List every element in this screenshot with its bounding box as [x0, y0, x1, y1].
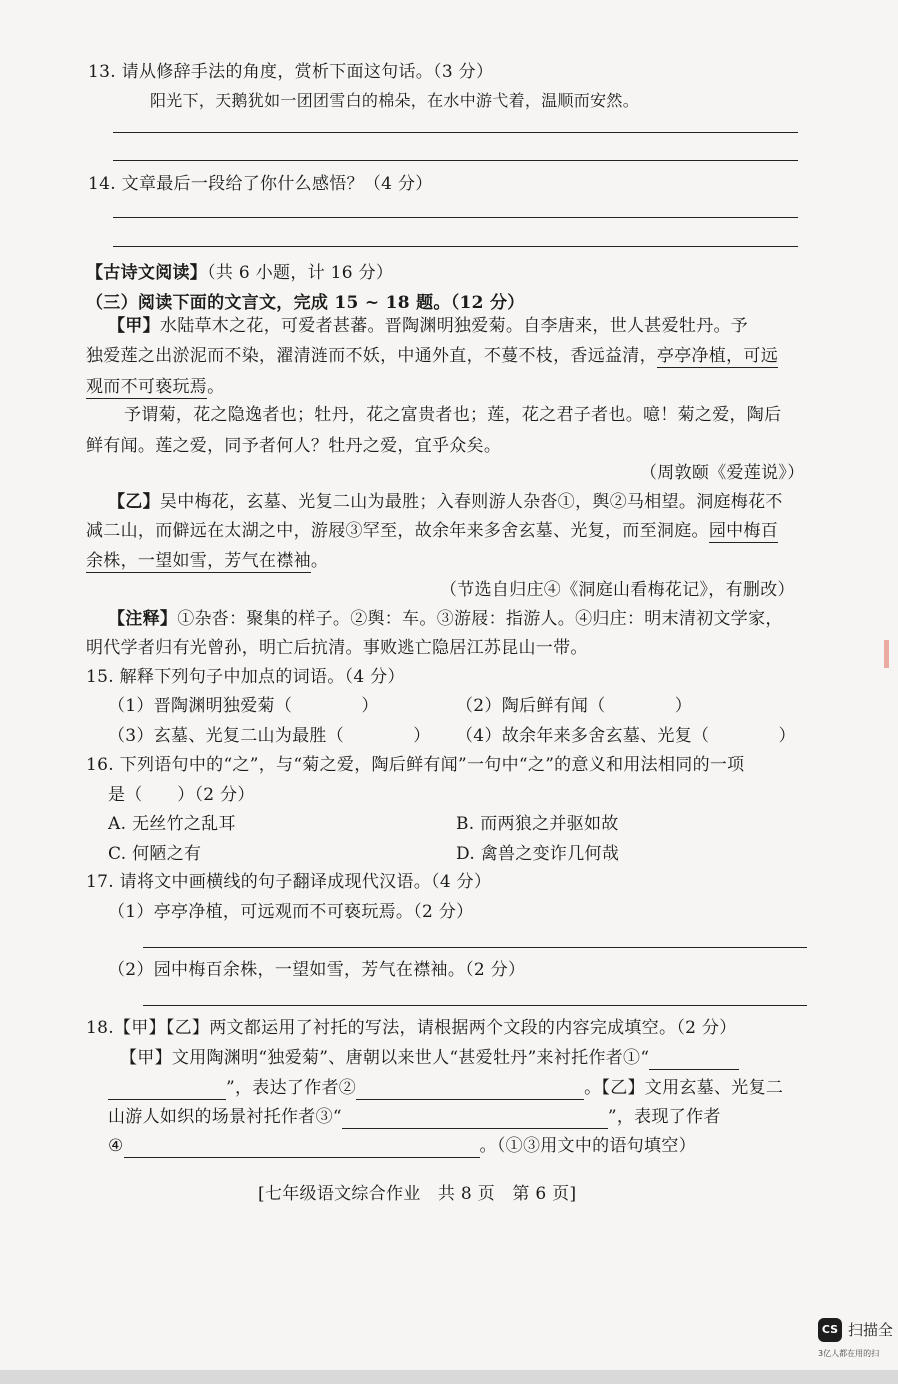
jia-p2-line-1: 予谓菊，花之隐逸者也；牡丹，花之富贵者也；莲，花之君子者也。噫！菊之爱，陶后 — [124, 405, 782, 425]
yi-source: （节选自归庄④《洞庭山看梅花记》，有删改） — [440, 580, 795, 600]
jia-p2-line-2: 鲜有闻。莲之爱，同予者何人？牡丹之爱，宜乎众矣。 — [86, 436, 502, 456]
answer-line — [113, 132, 798, 133]
q16-prompt-line-2: 是（ ）（2 分） — [108, 785, 255, 805]
q13-prompt: 13. 请从修辞手法的角度，赏析下面这句话。（3 分） — [88, 62, 494, 82]
jia-text: 。 — [207, 377, 225, 397]
q18-text: ”，表达了作者② — [226, 1078, 357, 1098]
section-heading — [86, 261, 393, 285]
q16-option-a: A. 无丝竹之乱耳 — [108, 814, 236, 834]
jia-line-1 — [108, 314, 748, 338]
underlined-sentence: 观而不可亵玩焉 — [86, 377, 208, 397]
section-heading-rest: （共 6 小题，计 16 分） — [207, 263, 394, 283]
q18-text: 【甲】文用陶渊明“独爱菊”、唐朝以来世人“甚爱牡丹”来衬托作者①“ — [120, 1048, 650, 1068]
q17-sentence-1: （1）亭亭净植，可远观而不可亵玩焉。（2 分） — [108, 902, 474, 922]
camscanner-logo-icon: CS — [818, 1318, 842, 1342]
underlined-sentence: 亭亭净植，可远 — [656, 346, 779, 366]
yi-tag: 【乙】 — [108, 492, 160, 512]
jia-line-3 — [86, 375, 224, 399]
fill-blank[interactable] — [342, 1110, 608, 1129]
scan-edge-mark — [884, 640, 889, 668]
jia-tag: 【甲】 — [108, 316, 160, 336]
notes-text: ①杂沓：聚集的样子。②舆：车。③游屐：指游人。④归庄：明末清初文学家， — [177, 609, 783, 629]
fill-blank[interactable] — [649, 1051, 739, 1070]
yi-line-2 — [86, 519, 778, 543]
yi-text: 吴中梅花，玄墓、光复二山为最胜；入春则游人杂沓①，舆②马相望。洞庭梅花不 — [159, 492, 783, 512]
jia-line-2 — [86, 344, 778, 368]
yi-text: 。 — [310, 551, 329, 571]
fill-blank[interactable] — [356, 1081, 584, 1100]
underlined-sentence: 余株，一望如雪，芳气在襟袖 — [86, 551, 311, 571]
section-tag: 【古诗文阅读】 — [86, 263, 208, 283]
q16-option-b: B. 而两狼之并驱如故 — [456, 814, 619, 834]
answer-line — [143, 947, 807, 948]
q18-text: ④ — [108, 1136, 124, 1156]
page-footer: [七年级语文综合作业 共 8 页 第 6 页] — [258, 1184, 577, 1204]
q15-prompt: 15. 解释下列句子中加点的词语。（4 分） — [86, 667, 405, 687]
yi-line-1 — [108, 490, 783, 514]
watermark-name: 扫描全 — [848, 1321, 894, 1339]
q18-line-1 — [120, 1046, 739, 1070]
q18-prompt: 18.【甲】【乙】两文都运用了衬托的写法，请根据两个文段的内容完成填空。（2 分） — [86, 1018, 737, 1038]
q18-line-4 — [108, 1134, 696, 1158]
watermark-subtitle: 3亿人都在用的扫 — [818, 1349, 880, 1358]
notes-line-1 — [108, 607, 783, 631]
notes-line-2: 明代学者归有光曾孙，明亡后抗清。事败逃亡隐居江苏昆山一带。 — [86, 638, 588, 658]
underlined-sentence: 园中梅百 — [708, 521, 779, 541]
fill-blank[interactable] — [124, 1139, 480, 1158]
q16-option-c: C. 何陋之有 — [108, 844, 202, 864]
q13-quote: 阳光下，天鹅犹如一团团雪白的棉朵，在水中游弋着，温顺而安然。 — [150, 91, 640, 110]
q15-item-1: （1）晋陶渊明独爱菊（ ） — [108, 696, 379, 716]
q16-option-d: D. 禽兽之变诈几何哉 — [456, 844, 620, 864]
q17-sentence-2: （2）园中梅百余株，一望如雪，芳气在襟袖。（2 分） — [108, 960, 526, 980]
q15-item-4: （4）故余年来多舍玄墓、光复（ ） — [456, 726, 796, 746]
notes-tag: 【注释】 — [108, 609, 178, 629]
jia-source: （周敦颐《爱莲说》） — [640, 463, 805, 483]
q18-text: 。（①③用文中的语句填空） — [479, 1136, 696, 1156]
answer-line — [113, 246, 798, 247]
q14-prompt: 14. 文章最后一段给了你什么感悟？（4 分） — [88, 174, 433, 194]
yi-line-3 — [86, 549, 328, 573]
q18-text: 。【乙】文用玄墓、光复二 — [584, 1078, 784, 1098]
answer-line — [113, 217, 798, 218]
q17-prompt: 17. 请将文中画横线的句子翻译成现代汉语。（4 分） — [86, 872, 492, 892]
jia-text: 水陆草木之花，可爱者甚蕃。晋陶渊明独爱菊。自李唐来，世人甚爱牡丹。予 — [159, 316, 749, 336]
q18-line-2 — [108, 1076, 783, 1100]
bottom-strip — [0, 1370, 898, 1384]
scanner-watermark — [818, 1318, 898, 1370]
jia-text: 独爱莲之出淤泥而不染，濯清涟而不妖，中通外直，不蔓不枝，香远益清， — [86, 346, 657, 366]
fill-blank[interactable] — [108, 1081, 226, 1100]
q18-text: 山游人如织的场景衬托作者③“ — [108, 1107, 342, 1127]
q16-prompt-line-1: 16. 下列语句中的“之”，与“菊之爱，陶后鲜有闻”一句中“之”的意义和用法相同的一项 — [86, 755, 745, 775]
q18-line-3 — [108, 1105, 721, 1129]
section-sub: （三）阅读下面的文言文，完成 15 ~ 18 题。（12 分） — [86, 293, 525, 313]
answer-line — [113, 160, 798, 161]
q15-item-2: （2）陶后鲜有闻（ ） — [456, 696, 693, 716]
q15-item-3: （3）玄墓、光复二山为最胜（ ） — [108, 726, 431, 746]
yi-text: 减二山，而僻远在太湖之中，游屐③罕至，故余年来多舍玄墓、光复，而至洞庭。 — [86, 521, 709, 541]
answer-line — [143, 1005, 807, 1006]
q18-text: ”，表现了作者 — [607, 1107, 721, 1127]
